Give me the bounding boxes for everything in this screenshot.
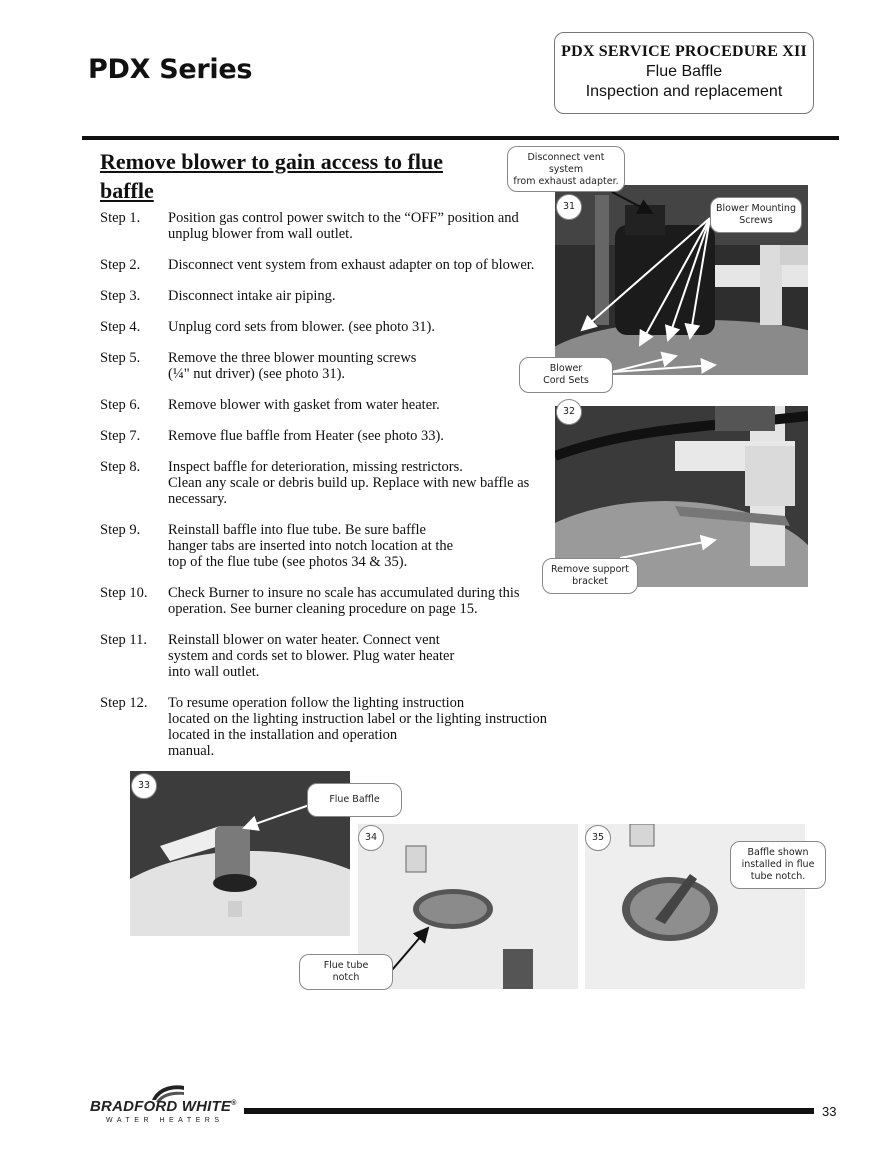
step-label: Step 12. bbox=[100, 695, 148, 711]
step-item bbox=[100, 428, 560, 444]
steps-list bbox=[100, 210, 560, 774]
step-label: Step 2. bbox=[100, 257, 141, 273]
section-heading: Remove blower to gain access to flue baffle bbox=[100, 149, 443, 203]
callout-support-bracket: Remove support bracket bbox=[542, 558, 638, 594]
brand-name-text: BRADFORD WHITE bbox=[90, 1098, 232, 1115]
step-label: Step 10. bbox=[100, 585, 148, 601]
brand-registered-mark: ® bbox=[231, 1100, 237, 1107]
brand-subtitle: WATER HEATERS bbox=[106, 1117, 224, 1124]
step-label: Step 6. bbox=[100, 397, 141, 413]
step-text: Remove flue baffle from Heater (see photo 33). bbox=[168, 428, 444, 444]
step-text: Disconnect vent system from exhaust adapter on top of blower. bbox=[168, 257, 535, 273]
step-text: Inspect baffle for deterioration, missing restrictors. Clean any scale or debris build up. Replace with new baffle as necessary. bbox=[168, 459, 530, 507]
step-text: Remove blower with gasket from water heater. bbox=[168, 397, 440, 413]
step-item bbox=[100, 397, 560, 413]
step-item bbox=[100, 695, 560, 759]
step-text: To resume operation follow the lighting instruction located on the lighting instruction label or the lighting instruction located in the installation and operation manual. bbox=[168, 695, 547, 759]
callout-blower-cords: Blower Cord Sets bbox=[519, 357, 613, 393]
photo-34-number: 34 bbox=[358, 825, 384, 851]
callout-blower-screws: Blower Mounting Screws bbox=[710, 197, 802, 233]
callout-flue-notch: Flue tube notch bbox=[299, 954, 393, 990]
step-item bbox=[100, 632, 560, 680]
photo-32-number: 32 bbox=[556, 399, 582, 425]
callout-flue-baffle: Flue Baffle bbox=[307, 783, 402, 817]
step-label: Step 1. bbox=[100, 210, 141, 226]
step-text: Check Burner to insure no scale has accumulated during this operation. See burner cleaning procedure on page 15. bbox=[168, 585, 520, 617]
step-item bbox=[100, 288, 560, 304]
procedure-subtitle: Inspection and replacement bbox=[585, 83, 783, 100]
photo-33-number: 33 bbox=[131, 773, 157, 799]
procedure-number: PDX SERVICE PROCEDURE XII bbox=[561, 43, 807, 60]
step-label: Step 3. bbox=[100, 288, 141, 304]
brand-name bbox=[90, 1098, 236, 1115]
callout-baffle-installed: Baffle shown installed in flue tube notch. bbox=[730, 841, 826, 889]
step-item bbox=[100, 210, 560, 242]
procedure-title: Flue Baffle bbox=[645, 63, 723, 80]
step-label: Step 9. bbox=[100, 522, 141, 538]
step-label: Step 5. bbox=[100, 350, 141, 366]
step-item bbox=[100, 319, 560, 335]
step-label: Step 8. bbox=[100, 459, 141, 475]
procedure-box bbox=[554, 32, 814, 114]
footer-divider bbox=[244, 1108, 814, 1114]
callout-disconnect-vent: Disconnect vent system from exhaust adapter. bbox=[507, 146, 625, 192]
step-text: Unplug cord sets from blower. (see photo 31). bbox=[168, 319, 435, 335]
step-text: Reinstall blower on water heater. Connect vent system and cords set to blower. Plug water heater into wall outlet. bbox=[168, 632, 455, 680]
step-label: Step 7. bbox=[100, 428, 141, 444]
step-text: Position gas control power switch to the “OFF” position and unplug blower from wall outlet. bbox=[168, 210, 519, 242]
step-item bbox=[100, 585, 560, 617]
step-text: Reinstall baffle into flue tube. Be sure baffle hanger tabs are inserted into notch location at the top of the flue tube (see photos 34 & 35). bbox=[168, 522, 454, 570]
step-item bbox=[100, 522, 560, 570]
page-number: 33 bbox=[822, 1104, 837, 1119]
step-item bbox=[100, 257, 560, 273]
photo-35-number: 35 bbox=[585, 825, 611, 851]
step-text: Remove the three blower mounting screws (¼" nut driver) (see photo 31). bbox=[168, 350, 417, 382]
step-label: Step 11. bbox=[100, 632, 147, 648]
step-item bbox=[100, 350, 560, 382]
step-item bbox=[100, 459, 560, 507]
header-divider bbox=[82, 136, 839, 140]
photo-31-number: 31 bbox=[556, 194, 582, 220]
series-title: PDX Series bbox=[88, 54, 253, 85]
step-text: Disconnect intake air piping. bbox=[168, 288, 336, 304]
step-label: Step 4. bbox=[100, 319, 141, 335]
